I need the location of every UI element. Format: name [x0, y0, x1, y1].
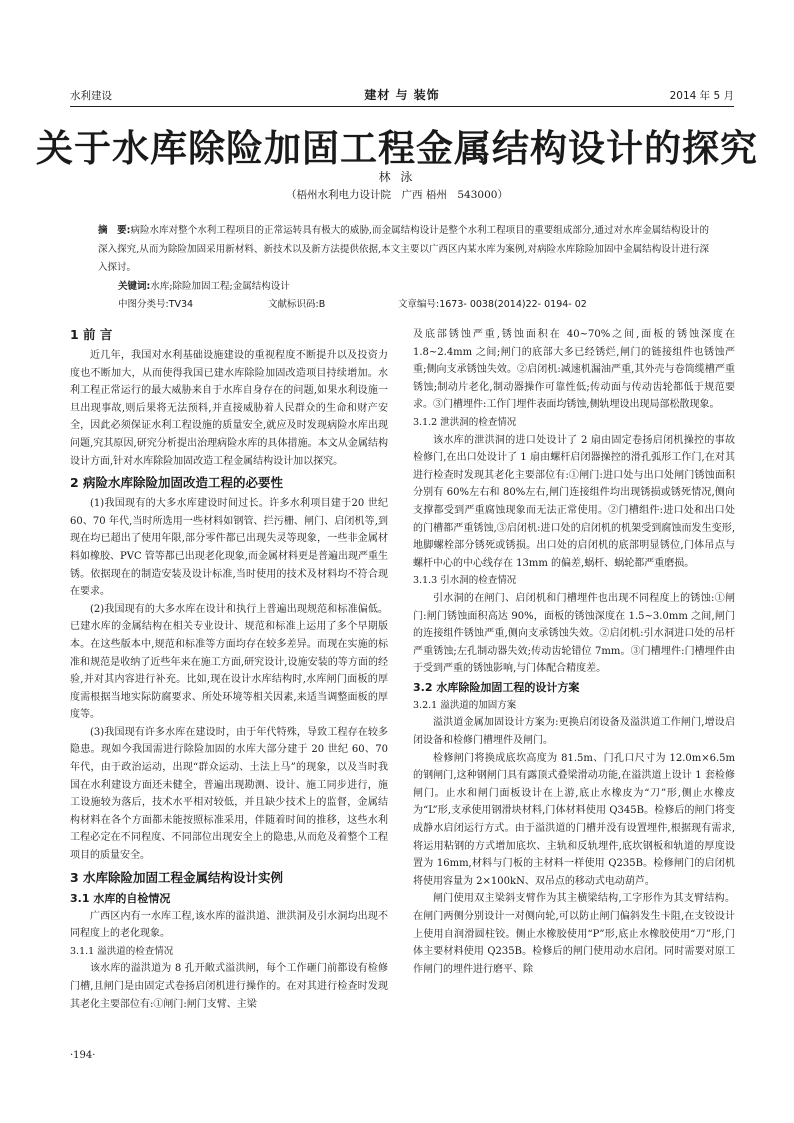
paragraph: 溢洪道金属加固设计方案为:更换启闭设备及溢洪道工作闸门,增设启闭设备和检修门槽埋件及闸门。 — [413, 717, 735, 747]
paragraph: 该水库的泄洪洞的进口处设计了 2 扇由固定卷扬启闭机操控的事故检修门,在出口处设计了 1 扇由螺杆启闭器操控的滑孔弧形工作门,在对其进行检查时发现其老化主要部位有:①闸门:进口处与出口处闸门锈蚀面积分别有 60%左右和 80%左右,闸门连接组件均出现锈损或锈死情况,侧向支撑都受到严重腐蚀现象而无法正常使用。②门槽组件:进口处和出口处的门槽都严重锈蚀,③启闭机:进口处的启闭机的机架受到腐蚀而发生变形,地脚螺栓部分锈死或锈损。出口处的启闭机的底部明显锈位,门体吊点与螺杆中心的中心线存在 13mm 的偏差,蜗杆、蜗轮都严重磨损。 — [413, 434, 735, 569]
paragraph: 闸门使用双主梁斜支臂作为其主横梁结构,工字形作为其支臂结构。在闸门两侧分别设计一对侧向轮,可以防止闸门偏斜发生卡阻,在支铰设计上使用自润滑圆柱铰。侧止水橡胶使用“P”形,底止水橡胶使用“刀”形,门体主要材料使用 Q235B。检修后的闸门使用动水启闭。同时需要对原工作闸门的埋件进行磨平、除 — [413, 893, 735, 975]
right-column — [413, 326, 735, 978]
left-column — [70, 322, 388, 1013]
paragraph: (1)我国现有的大多水库建设时间过长。许多水利项目建于20 世纪 60、70 年代,当时所选用一些材料如钢管、拦污栅、闸门、启闭机等,到现在均已超出了使用年限,部分零件都已出现失灵等现象，一些非金属材料如橡胶、PVC 管等都已出现老化现象,而金属材料更是普遍出现严重生锈。依据现在的制造安装及设计标准,当时使用的技术及材料均不符合现在要求。 — [70, 498, 388, 598]
keywords — [118, 278, 290, 292]
paper-title: 关于水库除险加固工程金属结构设计的探究 — [36, 126, 758, 170]
header-date: 2014 年 5 月 — [669, 90, 734, 102]
subsection-heading: 3.2 水库除险加固工程的设计方案 — [413, 680, 580, 694]
section-heading: 3 水库除险加固工程金属结构设计实例 — [70, 869, 284, 885]
keywords-label: 关键词: — [118, 281, 151, 292]
affiliation: （梧州水利电力设计院 广西 梧州 543000） — [286, 189, 508, 201]
clc-number: 中图分类号:TV34 — [118, 299, 194, 310]
paragraph: (2)我国现有的大多水库在设计和执行上普遍出现规范和标准偏低。已建水库的金属结构在相关专业设计、规范和标准上运用了多个早期版本。在这些版本中,规范和标准等方面均存在较多差异。而现在实施的标准和规范是收纳了近些年来在施工方面,研究设计,设施安装的等方面的经验,并对其内容进行补充。比如,现在设计水库结构时,水库闸门面板的厚度需根据当地实际防腐要求、所处环境等相关因素,来适当调整面板的厚度等。 — [70, 603, 388, 721]
subsubsection-heading: 3.1.2 泄洪洞的检查情况 — [413, 416, 517, 428]
journal-name: 建材 与 装饰 — [364, 88, 440, 102]
author: 林 泳 — [378, 170, 416, 184]
header-rule — [70, 106, 734, 107]
subsubsection-heading: 3.2.1 溢洪道的加固方案 — [413, 699, 517, 711]
subsubsection-heading: 3.1.3 引水洞的检查情况 — [413, 575, 517, 587]
paragraph: 近几年，我国对水利基础设施建设的重视程度不断提升以及投资力度也不断加大，从而使得我国已建水库除险加固改造项目持续增加。水利工程正常运行的最大威胁来自于水库自身存在的问题,如果水利设施一旦出现事故,则后果将无法预料,并直接威胁着人民群众的生命和财产安全，因此必须保证水利工程设施的质量安全,就应及时发现病险水库出现问题,究其原因,研究分析提出治理病险水库的具体措施。本文从金属结构设计方面,针对水库除险加固改造工程金属结构设计加以探究。 — [70, 350, 388, 467]
abstract-label: 摘 要: — [98, 225, 131, 236]
abstract-text: 病险水库对整个水利工程项目的正常运转具有极大的威胁,而金属结构设计是整个水利工程项目的重要组成部分,通过对水库金属结构设计的深入探究,从而为除险加固采用新材料、新技术以及新方法提供依据,本文主要以广西区内某水库为案例,对病险水库除险加固中金属结构设计进行深入探讨。 — [98, 225, 709, 273]
paragraph: 广西区内有一水库工程,该水库的溢洪道、泄洪洞及引水洞均出现不同程度上的老化现象。 — [70, 910, 388, 940]
paragraph: 检修闸门将换成底坎高度为 81.5m、门孔口尺寸为 12.0m×6.5m 的钢闸门,这种钢闸门具有露顶式叠梁滑动功能,在溢洪道上设计 1 套检修闸门。止水和闸门面板设计在上游,底止水橡皮为“刀”形,侧止水橡皮为“L”形,支承使用钢滑块材料,门体材料使用 Q345B。检修后的闸门将变成静水启闭运行方式。由于溢洪道的门槽并没有设置埋件,根据现有需求,将运用粘钢的方式增加底坎、主轨和反轨埋件,底坎钢板和轨道的厚度设置为 16mm,材料与门板的主材料一样使用 Q235B。检修闸门的启闭机将使用容量为 2×100kN、双吊点的移动式电动葫芦。 — [413, 752, 735, 887]
subsubsection-heading: 3.1.1 溢洪道的检查情况 — [70, 945, 174, 957]
document-code: 文献标识码:B — [268, 299, 326, 310]
section-heading: 1 前 言 — [70, 327, 113, 342]
abstract — [98, 222, 709, 278]
paragraph: 引水洞的在闸门、启闭机和门槽埋件也出现不同程度上的锈蚀:①闸门:闸门锈蚀面积高达 90%，面板的锈蚀深度在 1.5~3.0mm 之间,闸门的连接组件锈蚀严重,侧向支承锈蚀失效。②启闭机:引水洞进口处的吊杆严重锈蚀;左孔制动器失效;传动齿轮错位 7mm。③门槽埋件:门槽埋件由于受到严重的锈蚀影响,与门体配合精度差。 — [413, 592, 735, 675]
paragraph: 该水库的溢洪道为 8 孔开敞式溢洪闸，每个工作砸门前都设有检修门槽,且闸门是由固定式卷扬启闭机进行操作的。在对其进行检查时发现其老化主要部位有:①闸门:闸门支臂、主梁 — [70, 963, 388, 1010]
subsection-heading: 3.1 水库的自检情况 — [70, 891, 171, 905]
running-header — [70, 88, 734, 104]
paragraph: 及底部锈蚀严重,锈蚀面积在 40~70%之间,面板的锈蚀深度在1.8~2.4mm 之间;闸门的底部大多已经锈烂,闸门的链接组件也锈蚀严重;侧向支承锈蚀失效。②启闭机:减速机漏油严重,其外壳与卷筒缆槽严重锈蚀;制动片老化,制动器操作可靠性低;传动面与传动齿轮都低于规范要求。③门槽埋件:工作门埋件表面均锈蚀,侧轨埋设出现局部松散现象。 — [413, 329, 735, 411]
keywords-text: 水库;除险加固工程;金属结构设计 — [150, 281, 290, 292]
header-section: 水利建设 — [70, 90, 112, 102]
article-number: 文章编号:1673- 0038(2014)22- 0194- 02 — [398, 299, 587, 310]
paragraph: (3)我国现有许多水库在建设时，由于年代特殊，导致工程存在较多隐患。现如今我国需进行除险加固的水库大部分建于 20 世纪 60、70 年代，由于政治运动，出现“群众运动、土法上马”的现象，以及当时我国在水利建设方面还未健全，普遍出现勘测、设计、施工同步进行，施工设施较为落后，技术水平相对较低，并且缺少技术上的监督，金属结构材料在各个方面都未能按照标准采用，伴随着时间的推移，这些水利工程必定在不同程度、不同部位出现安全上的隐患,从而危及着整个工程项目的质量安全。 — [70, 726, 388, 862]
section-heading: 2 病险水库除险加固改造工程的必要性 — [70, 475, 284, 491]
page-number: ·194· — [70, 1050, 96, 1061]
